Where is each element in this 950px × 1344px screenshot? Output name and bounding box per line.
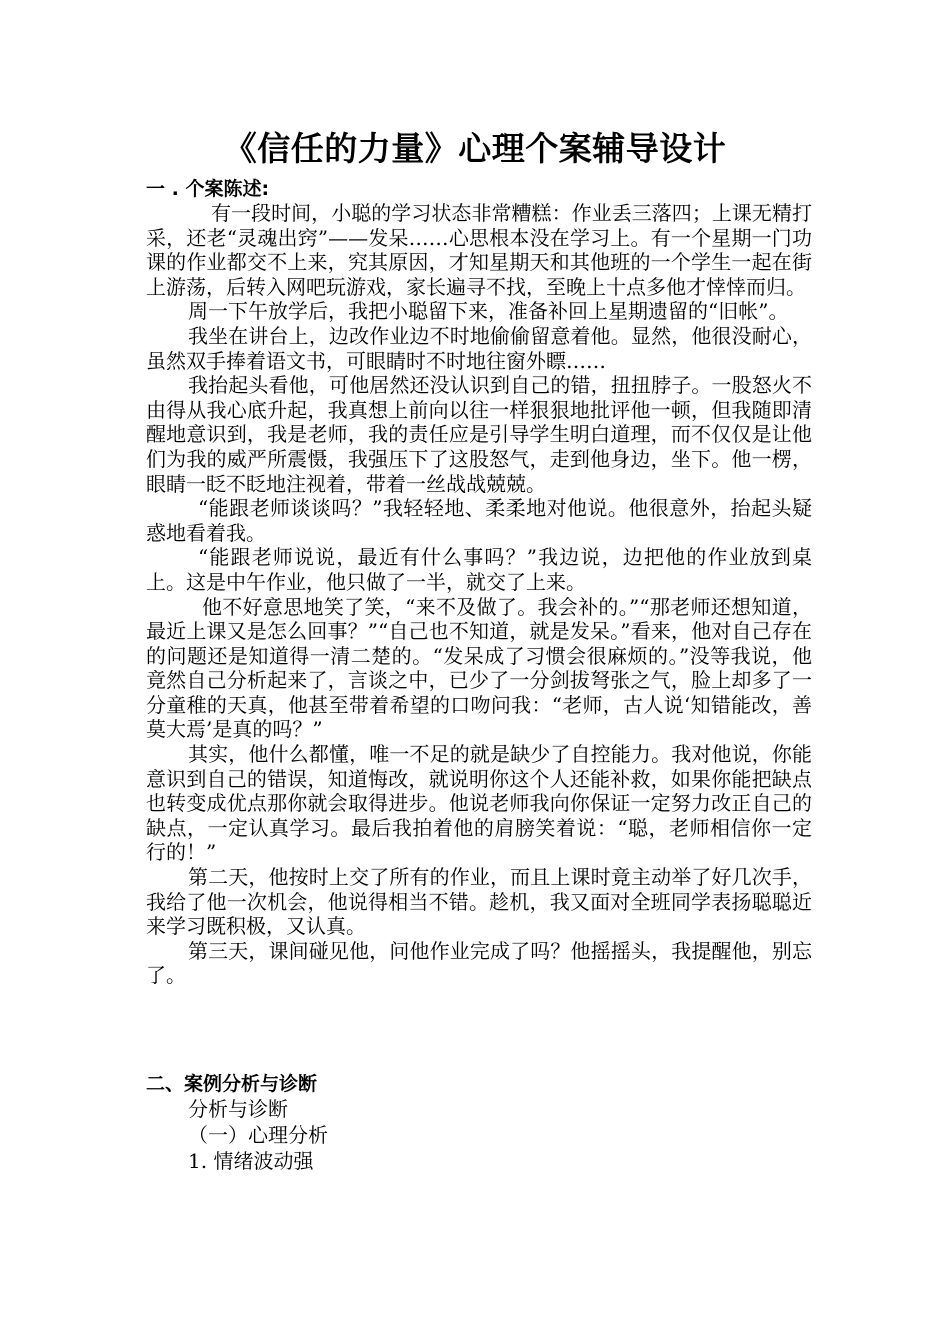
paragraph: 有一段时间，小聪的学习状态非常糟糕：作业丢三落四；上课无精打采，还老“灵魂出窍”——发呆……心思根本没在学习上。有一个星期一门功课的作业都交不上来，究其原因，才知星期天和其他班的一个学生一起在街上游荡，后转入网吧玩游戏，家长遍寻不找，至晚上十点多他才悻悻而归。 bbox=[146, 201, 812, 299]
paragraph: 我坐在讲台上，边改作业边不时地偷偷留意着他。显然，他很没耐心，虽然双手捧着语文书，可眼睛时不时地往窗外瞟…… bbox=[146, 323, 812, 373]
paragraph: 第二天，他按时上交了所有的作业，而且上课时竟主动举了好几次手，我给了他一次机会，他说得相当不错。趁机，我又面对全班同学表扬聪聪近来学习既积极，又认真。 bbox=[146, 865, 812, 939]
paragraph: 他不好意思地笑了笑，“来不及做了。我会补的。”“那老师还想知道，最近上课又是怎么回事？”“自己也不知道，就是发呆。”看来，他对自己存在的问题还是知道得一清二楚的。“发呆成了习惯会很麻烦的。”没等我说，他竟然自己分析起来了，言谈之中，已少了一分剑拔弩张之气，脸上却多了一分童稚的天真，他甚至带着希望的口吻问我：“老师，古人说‘知错能改，善莫大焉’是真的吗？” bbox=[146, 594, 812, 742]
case-statement-body bbox=[146, 201, 812, 988]
emotional-fluctuation-item: 1. 情绪波动强 bbox=[188, 1149, 314, 1173]
analysis-subtitle: 分析与诊断 bbox=[188, 1097, 288, 1121]
section-heading-case-statement: 一 . 个案陈述: bbox=[146, 178, 270, 200]
paragraph: 其实，他什么都懂，唯一不足的就是缺少了自控能力。我对他说，你能意识到自己的错误，知道悔改，就说明你这个人还能补救，如果你能把缺点也转变成优点那你就会取得进步。他说老师我向你保证一定努力改正自己的缺点，一定认真学习。最后我拍着他的肩膀笑着说：“聪，老师相信你一定行的！” bbox=[146, 742, 812, 865]
psychological-analysis-heading: （一）心理分析 bbox=[188, 1123, 328, 1147]
paragraph: 第三天，课间碰见他，问他作业完成了吗？他摇摇头，我提醒他，别忘了。 bbox=[146, 938, 812, 988]
paragraph: 我抬起头看他，可他居然还没认识到自己的错，扭扭脖子。一股怒火不由得从我心底升起，我真想上前向以往一样狠狠地批评他一顿，但我随即清醒地意识到，我是老师，我的责任应是引导学生明白道理，而不仅仅是让他们为我的威严所震慑，我强压下了这股怒气，走到他身边，坐下。他一楞，眼睛一眨不眨地注视着，带着一丝战战兢兢。 bbox=[146, 373, 812, 496]
paragraph: “能跟老师谈谈吗？”我轻轻地、柔柔地对他说。他很意外，抬起头疑惑地看着我。 bbox=[146, 496, 812, 545]
paragraph: 周一下午放学后，我把小聪留下来，准备补回上星期遗留的“旧帐”。 bbox=[188, 299, 789, 324]
section-heading-analysis: 二、案例分析与诊断 bbox=[146, 1073, 318, 1095]
document-title: 《信任的力量》心理个案辅导设计 bbox=[223, 129, 727, 168]
paragraph: “能跟老师说说，最近有什么事吗？”我边说，边把他的作业放到桌上。这是中午作业，他只做了一半，就交了上来。 bbox=[146, 545, 812, 594]
